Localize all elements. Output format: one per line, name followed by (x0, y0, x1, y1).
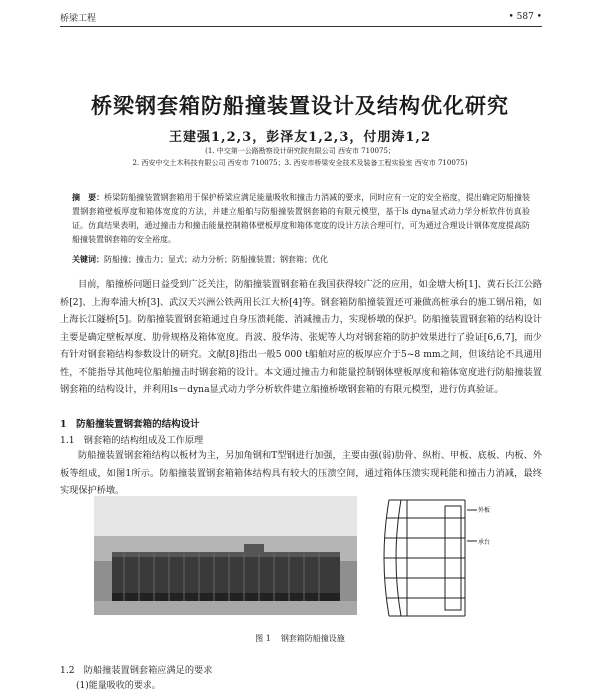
journal-name: 桥梁工程 (60, 13, 97, 24)
figure-photo (94, 496, 357, 615)
figure-diagram (377, 496, 497, 621)
abstract (72, 190, 530, 247)
label-outer-plate: 外板 (478, 507, 491, 514)
body-paragraph: 防船撞装置钢套箱结构以板材为主，另加角钢和T型钢进行加强，主要由强(弱)肋骨、纵桁、甲板、底板、内板、外板等组成，如图1所示。防船撞装置钢套箱箱体结构具有较大的压溃空间，通过箱体压溃实现耗能和撞击力消减，最终实现保护桥墩。 (60, 450, 542, 496)
figure-caption (0, 633, 600, 644)
keywords-label: 关键词： (72, 254, 104, 264)
affiliation-line: 2. 西安中交土木科技有限公司 西安市 710075；3. 西安市桥梁安全技术及装备工程实验室 西安市 710075) (132, 159, 468, 167)
subsection-heading: 1.2 防船撞装置钢套箱应满足的要求 (60, 665, 213, 676)
list-item: (1)能量吸收的要求。 (76, 681, 161, 691)
running-head (60, 8, 542, 27)
paper-title: 桥梁钢套箱防船撞装置设计及结构优化研究 (91, 93, 509, 118)
caption-text: 钢套箱防船撞设施 (280, 634, 345, 643)
abstract-label: 摘 要： (72, 192, 105, 202)
label-pile-cap: 承台 (478, 539, 491, 546)
page-number: • 587 • (508, 12, 542, 22)
abstract-text: 桥梁防船撞装置钢套箱用于保护桥梁应满足能量吸收和撞击力消减的要求，同时应有一定的安全裕度，提出确定防船撞装置钢套箱壁板厚度和箱体宽度的方法，并建立船舶与防船撞装置钢套箱的有限元模型，基于ls dyna显式动力学分析软件仿真验证。仿真结果表明，通过撞击力和撞击能量控制箱体壁板厚度和箱体宽度的设计方法合理可行，可为通过合理设计钢体宽度提高防船撞装置钢套箱的安全裕度。 (72, 193, 531, 244)
section-heading: 1 防船撞装置钢套箱的结构设计 (60, 419, 200, 430)
caption-number: 图 1 (255, 634, 271, 643)
author-list: 王建强1,2,3，彭泽友1,2,3，付朋涛1,2 (169, 130, 431, 145)
subsection-heading: 1.1 钢套箱的结构组成及工作原理 (60, 435, 204, 446)
affiliation-line: (1. 中交第一公路勘察设计研究院有限公司 西安市 710075； (205, 147, 395, 155)
intro-paragraph: 目前，船撞桥问题日益受到广泛关注，防船撞装置钢套箱在我国获得较广泛的应用，如金塘大桥[1]、黄石长江公路桥[2]、上海奉浦大桥[3]、武汉天兴洲公铁两用长江大桥[4]等。钢套箱防船撞装置还可兼做高桩承台的施工钢吊箱，如上海长江隧桥[5]。防船撞装置钢套箱通过自身压溃耗能、消减撞击力，实现桥墩的保护。防船撞装置钢套箱的结构设计主要是确定壁板厚度、肋骨规格及箱体宽度。肖波、殷华涛、张妮等人均对钢套箱的防护效果进行了验证[6,6,7]，而少有针对钢套箱结构参数设计的研究。文献[8]指出一般5 000 t船舶对应的板厚应介于5~8 mm之间，但该结论不具通用性，不能指导其他吨位船舶撞击时钢套箱的设计。本文通过撞击力和能量控制钢体壁板厚度和箱体宽度进行防船撞装置钢套箱的结构设计，并利用ls－dyna显式动力学分析软件建立船撞桥墩钢套箱的有限元模型，进行仿真验证。 (60, 279, 542, 395)
keywords (72, 254, 530, 265)
keywords-text: 防船撞；撞击力；显式；动力分析；防船撞装置；钢套箱；优化 (104, 255, 328, 264)
